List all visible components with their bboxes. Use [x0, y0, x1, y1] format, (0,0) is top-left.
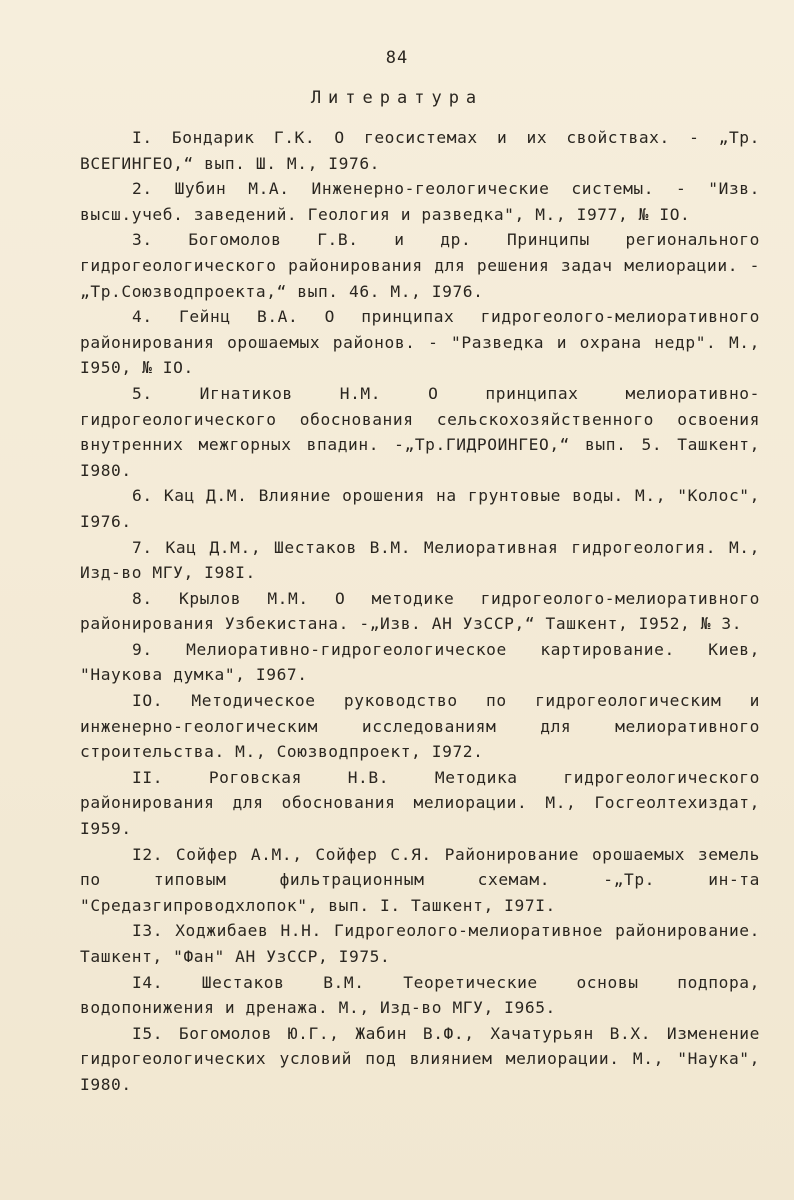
reference-item: II. Роговская Н.В. Методика гидрогеологического районирования для обоснования мелиорации. М., Госгеолтехиздат, I959. [80, 767, 760, 839]
reference-item: I5. Богомолов Ю.Г., Жабин В.Ф., Хачатурьян В.Х. Изменение гидрогеологических условий под влиянием мелиорации. М., "Наука", I980. [80, 1023, 760, 1094]
reference-item: 3. Богомолов Г.В. и др. Принципы регионального гидрогеологического районирования для решения задач мелиорации. -„Тр.Союзводпроекта,“ вып. 46. М., I976. [80, 230, 760, 301]
reference-item: 9. Мелиоративно-гидрогеологическое картирование. Киев, "Наукова думка", I967. [80, 639, 760, 685]
reference-item: 5. Игнатиков Н.М. О принципах мелиоративно-гидрогеологического обоснования сельскохозяйственного освоения внутренних межгорных впадин. -„Тр.ГИДРОИНГЕО,“ вып. 5. Ташкент, I980. [80, 383, 760, 480]
reference-item: 6. Кац Д.М. Влияние орошения на грунтовые воды. М., "Колос", I976. [80, 486, 760, 531]
reference-item: 4. Гейнц В.А. О принципах гидрогеолого-мелиоративного районирования орошаемых районов. - "Разведка и охрана недр". М., I950, № IO. [80, 307, 760, 378]
reference-item: I. Бондарик Г.К. О геосистемах и их свойствах. - „Тр. ВСЕГИНГЕО,“ вып. Ш. М., I976. [80, 128, 760, 173]
reference-item: 7. Кац Д.М., Шестаков В.М. Мелиоративная гидрогеология. М., Изд-во МГУ, I98I. [80, 537, 760, 583]
reference-item: IO. Методическое руководство по гидрогеологическим и инженерно-геологическим исследованиям для мелиоративного строительства. М., Союзводпроект, I972. [80, 691, 760, 762]
reference-item: I3. Ходжибаев Н.Н. Гидрогеолого-мелиоративное районирование. Ташкент, "Фан" АН УзССР, I975. [80, 921, 760, 966]
reference-list [80, 125, 760, 1098]
reference-item: 2. Шубин М.А. Инженерно-геологические системы. - "Изв. высш.учеб. заведений. Геология и разведка", М., I977, № IO. [80, 179, 760, 224]
reference-item: I2. Сойфер А.М., Сойфер С.Я. Районирование орошаемых земель по типовым фильтрационным схемам. -„Тр. ин-та "Средазгипроводхлопок", вып. I. Ташкент, I97I. [80, 844, 760, 915]
reference-item: I4. Шестаков В.М. Теоретические основы подпора, водопонижения и дренажа. М., Изд-во МГУ, I965. [80, 972, 760, 1018]
page-number: 84 [385, 48, 409, 68]
reference-item: 8. Крылов М.М. О методике гидрогеолого-мелиоративного районирования Узбекистана. -„Изв. АН УзССР,“ Ташкент, I952, № 3. [80, 588, 760, 634]
section-title: Литература [310, 88, 484, 108]
